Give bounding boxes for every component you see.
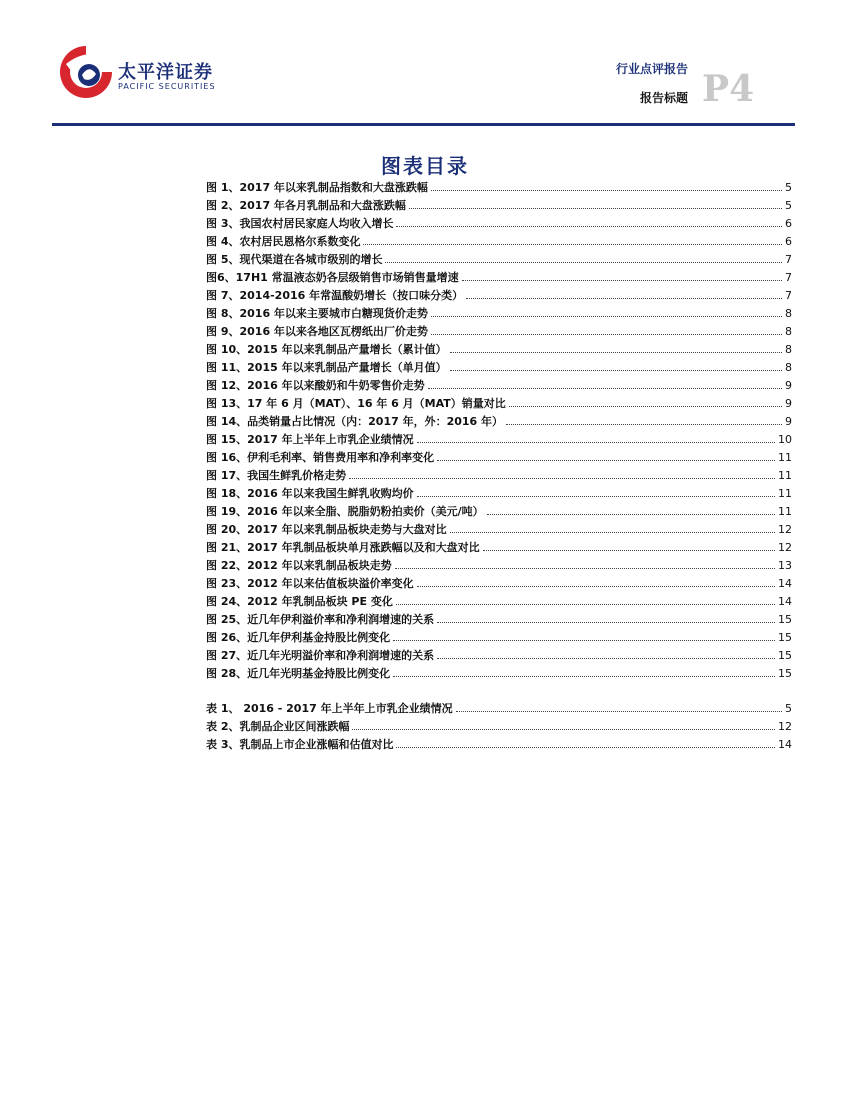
brand-name-en: PACIFIC SECURITIES [118, 82, 216, 91]
toc-entry-page: 15 [778, 667, 792, 680]
dot-leader [393, 630, 775, 641]
toc-entry-page: 7 [785, 289, 792, 302]
toc-entry-page: 9 [785, 379, 792, 392]
toc-figure-entry-17[interactable] [206, 467, 792, 485]
report-type: 行业点评报告 [615, 62, 688, 76]
toc-entry-page: 5 [785, 702, 792, 715]
dot-leader [385, 252, 782, 263]
toc-entry-label: 图 10、2015 年以来乳制品产量增长（累计值） [206, 343, 447, 356]
list-gap [206, 683, 792, 700]
toc-figure-entry-15[interactable] [206, 431, 792, 449]
toc-entry-page: 6 [785, 235, 792, 248]
toc-entry-page: 8 [785, 325, 792, 338]
toc-figure-entry-9[interactable] [206, 323, 792, 341]
toc-entry-label: 图6、17H1 常温液态奶各层级销售市场销售量增速 [206, 271, 459, 284]
dot-leader [462, 270, 782, 281]
toc-entry-page: 12 [778, 523, 792, 536]
toc-figure-entry-20[interactable] [206, 521, 792, 539]
report-title: 报告标题 [639, 91, 688, 105]
toc-title: 图表目录 [381, 154, 469, 178]
brand-name-cn: 太平洋证券 [118, 62, 213, 83]
toc-entry-label: 图 7、2014-2016 年常温酸奶增长（按口味分类） [206, 289, 464, 302]
toc-figure-entry-7[interactable] [206, 287, 792, 305]
toc-entry-page: 15 [778, 649, 792, 662]
toc-entry-page: 8 [785, 361, 792, 374]
dot-leader [417, 576, 775, 587]
toc-figure-entry-5[interactable] [206, 251, 792, 269]
toc-entry-page: 11 [778, 487, 792, 500]
dot-leader [417, 432, 775, 443]
dot-leader [431, 324, 782, 335]
logo-emblem-icon [58, 44, 114, 100]
toc-figure-entry-21[interactable] [206, 539, 792, 557]
page-header [0, 0, 850, 130]
dot-leader [409, 198, 782, 209]
toc-entry-label: 图 14、品类销量占比情况（内：2017 年，外：2016 年） [206, 415, 504, 428]
toc-entry-label: 图 21、2017 年乳制品板块单月涨跌幅以及和大盘对比 [206, 541, 480, 554]
toc-entry-page: 5 [785, 199, 792, 212]
toc-entry-page: 6 [785, 217, 792, 230]
toc-entry-page: 13 [778, 559, 792, 572]
toc-figure-entry-6[interactable] [206, 269, 792, 287]
toc-entry-label: 图 22、2012 年以来乳制品板块走势 [206, 559, 392, 572]
toc-entry-label: 图 2、2017 年各月乳制品和大盘涨跌幅 [206, 199, 406, 212]
dot-leader [417, 486, 775, 497]
header-divider [52, 123, 795, 126]
toc-entry-label: 图 24、2012 年乳制品板块 PE 变化 [206, 595, 393, 608]
toc-figure-entry-28[interactable] [206, 665, 792, 683]
toc-entry-page: 11 [778, 451, 792, 464]
toc-figure-entry-18[interactable] [206, 485, 792, 503]
toc-entry-label: 图 11、2015 年以来乳制品产量增长（单月值） [206, 361, 447, 374]
toc-entry-label: 图 9、2016 年以来各地区瓦楞纸出厂价走势 [206, 325, 428, 338]
dot-leader [396, 594, 775, 605]
toc-entry-page: 12 [778, 720, 792, 733]
toc-figure-entry-13[interactable] [206, 395, 792, 413]
toc-entry-label: 图 17、我国生鲜乳价格走势 [206, 469, 347, 482]
toc-figure-entry-8[interactable] [206, 305, 792, 323]
toc-entry-label: 图 16、伊利毛利率、销售费用率和净利率变化 [206, 451, 435, 464]
dot-leader [450, 342, 782, 353]
dot-leader [393, 666, 775, 677]
toc-entry-label: 表 3、乳制品上市企业涨幅和估值对比 [206, 738, 394, 751]
table-of-figures [206, 179, 792, 754]
toc-figure-entry-3[interactable] [206, 215, 792, 233]
figure-list [206, 179, 792, 683]
dot-leader [363, 234, 782, 245]
toc-entry-label: 图 3、我国农村居民家庭人均收入增长 [206, 217, 394, 230]
dot-leader [395, 558, 775, 569]
dot-leader [450, 360, 782, 371]
dot-leader [483, 540, 775, 551]
toc-figure-entry-11[interactable] [206, 359, 792, 377]
toc-entry-label: 图 15、2017 年上半年上市乳企业绩情况 [206, 433, 414, 446]
dot-leader [437, 612, 775, 623]
toc-entry-label: 图 18、2016 年以来我国生鲜乳收购均价 [206, 487, 414, 500]
toc-entry-label: 图 19、2016 年以来全脂、脱脂奶粉拍卖价（美元/吨） [206, 505, 484, 518]
toc-entry-page: 7 [785, 253, 792, 266]
toc-entry-label: 图 12、2016 年以来酸奶和牛奶零售价走势 [206, 379, 425, 392]
dot-leader [506, 414, 782, 425]
dot-leader [456, 701, 782, 712]
page-number: P4 [702, 68, 755, 110]
toc-figure-entry-25[interactable] [206, 611, 792, 629]
toc-figure-entry-22[interactable] [206, 557, 792, 575]
toc-entry-page: 14 [778, 577, 792, 590]
toc-table-entry-3[interactable] [206, 736, 792, 754]
toc-entry-page: 5 [785, 181, 792, 194]
table-list [206, 700, 792, 754]
toc-table-entry-1[interactable] [206, 700, 792, 718]
dot-leader [349, 468, 775, 479]
dot-leader [396, 737, 775, 748]
dot-leader [352, 719, 775, 730]
company-logo [58, 44, 238, 104]
toc-entry-label: 图 25、近几年伊利溢价率和净利润增速的关系 [206, 613, 435, 626]
toc-figure-entry-10[interactable] [206, 341, 792, 359]
dot-leader [431, 306, 782, 317]
toc-entry-page: 9 [785, 397, 792, 410]
toc-figure-entry-1[interactable] [206, 179, 792, 197]
toc-entry-label: 图 23、2012 年以来估值板块溢价率变化 [206, 577, 414, 590]
toc-figure-entry-12[interactable] [206, 377, 792, 395]
toc-entry-label: 图 5、现代渠道在各城市级别的增长 [206, 253, 383, 266]
toc-entry-label: 图 4、农村居民恩格尔系数变化 [206, 235, 361, 248]
toc-figure-entry-16[interactable] [206, 449, 792, 467]
toc-entry-label: 图 13、17 年 6 月（MAT）、16 年 6 月（MAT）销量对比 [206, 397, 506, 410]
toc-entry-page: 7 [785, 271, 792, 284]
toc-figure-entry-14[interactable] [206, 413, 792, 431]
toc-entry-page: 11 [778, 469, 792, 482]
toc-entry-page: 14 [778, 738, 792, 751]
toc-entry-label: 图 26、近几年伊利基金持股比例变化 [206, 631, 391, 644]
toc-entry-page: 12 [778, 541, 792, 554]
toc-entry-label: 表 1、 2016 - 2017 年上半年上市乳企业绩情况 [206, 702, 453, 715]
toc-entry-page: 10 [778, 433, 792, 446]
toc-figure-entry-19[interactable] [206, 503, 792, 521]
toc-figure-entry-2[interactable] [206, 197, 792, 215]
toc-figure-entry-27[interactable] [206, 647, 792, 665]
toc-entry-label: 图 20、2017 年以来乳制品板块走势与大盘对比 [206, 523, 447, 536]
toc-entry-page: 9 [785, 415, 792, 428]
toc-entry-page: 14 [778, 595, 792, 608]
dot-leader [431, 180, 782, 191]
dot-leader [509, 396, 782, 407]
dot-leader [428, 378, 782, 389]
dot-leader [437, 450, 775, 461]
dot-leader [466, 288, 782, 299]
dot-leader [450, 522, 775, 533]
toc-entry-label: 图 1、2017 年以来乳制品指数和大盘涨跌幅 [206, 181, 428, 194]
toc-entry-page: 15 [778, 613, 792, 626]
toc-entry-page: 15 [778, 631, 792, 644]
toc-table-entry-2[interactable] [206, 718, 792, 736]
toc-entry-label: 图 8、2016 年以来主要城市白糖现货价走势 [206, 307, 428, 320]
toc-entry-page: 8 [785, 307, 792, 320]
toc-figure-entry-4[interactable] [206, 233, 792, 251]
toc-figure-entry-24[interactable] [206, 593, 792, 611]
toc-entry-page: 11 [778, 505, 792, 518]
dot-leader [396, 216, 782, 227]
toc-entry-label: 表 2、乳制品企业区间涨跌幅 [206, 720, 350, 733]
toc-figure-entry-26[interactable] [206, 629, 792, 647]
toc-figure-entry-23[interactable] [206, 575, 792, 593]
dot-leader [437, 648, 775, 659]
dot-leader [487, 504, 775, 515]
toc-entry-page: 8 [785, 343, 792, 356]
toc-entry-label: 图 27、近几年光明溢价率和净利润增速的关系 [206, 649, 435, 662]
toc-entry-label: 图 28、近几年光明基金持股比例变化 [206, 667, 391, 680]
